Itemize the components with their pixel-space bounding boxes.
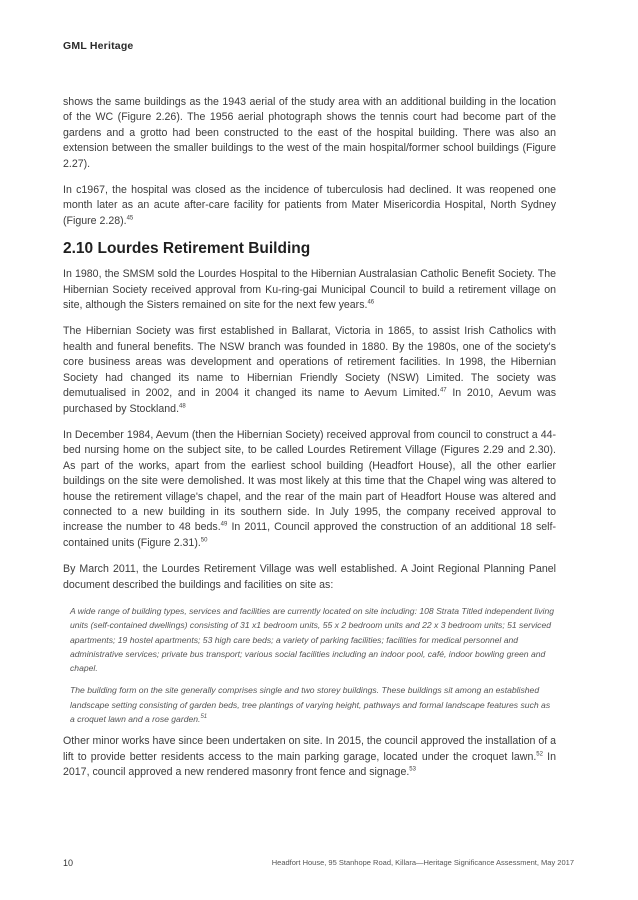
page-number: 10 (63, 858, 74, 868)
footnote-ref: 51 (200, 714, 208, 721)
paragraph-text: In 1980, the SMSM sold the Lourdes Hospital to the Hibernian Australasian Catholic Benefit Society. The Hibernian Society received approval from Ku-ring-gai Municipal Council to build a retirement village on site, although the Sisters remained on site for the next few years. (63, 268, 556, 312)
footnote-ref: 48 (179, 402, 186, 409)
running-header: GML Heritage (63, 40, 134, 52)
quote-text: The building form on the site generally comprises single and two storey buildings. These buildings sit among an established landscape setting consisting of garden beds, tree plantings of varying height, pathways and formal landscape features such as a croquet lawn and a rose garden. (70, 685, 551, 725)
footnote-ref: 52 (536, 751, 543, 758)
paragraph-text: In 2017, council approved a new rendered masonry front fence and signage. (63, 750, 556, 779)
paragraph-text: The Hibernian Society was first established in Ballarat, Victoria in 1865, to assist Irish Catholics with health and funeral benefits. The NSW branch was founded in 1880. By the 1980s, one of the society's core business areas was development and operations of retirement facilities. In 1998, the Hibernian Society had changed its name to Hibernian Friendly Society (NSW) Limited. The society was demutualised in 2002, and in 2004 it changed its name to Aevum Limited. (63, 325, 556, 400)
paragraph-text: In 2011, Council approved the construction of an additional 18 self-contained units (Figure 2.31). (63, 521, 556, 549)
paragraph-aerial-1956: shows the same buildings as the 1943 aerial of the study area with an additional building in the location of the WC (Figure 2.26). The 1956 aerial photograph shows the tennis court had become part of the gardens and a grotto had been constructed to the east of the hospital building. There was also an extension between the smaller buildings to the west of the main hospital/former school buildings (Figure 2.27). (63, 96, 556, 170)
paragraph-nursing-home (63, 428, 556, 551)
footnote-ref: 45 (126, 215, 134, 222)
footnote-ref: 50 (200, 537, 208, 544)
block-quote-facilities: A wide range of building types, services and facilities are currently located on site including: 108 Strata Titled independent living units (self-contained dwellings) consisting of 31 x1 bedroom units, 55 x 2 bedroom units and 22 x 3 bedroom units; 51 serviced apartments; 19 hostel apartments; 53 high care beds; a variety of parking facilities; facilities for medical personnel and administrative services; private bus transport; various social facilities including an indoor pool, café, indoor bowling green and chapel. (70, 605, 554, 674)
paragraph-text: In December 1984, Aevum (then the Hibernian Society) received approval from council to construct a 44-bed nursing home on the subject site, to be called Lourdes Retirement Village (Figures 2.29 and 2.30). As part of the works, apart from the earliest school building (Headfort House), all the other earlier buildings on the site were demolished. It was most likely at this time that the Chapel wing was altered to house the retirement village's chapel, and the rear of the main part of Headfort House was altered and connected to a new building in its southern side. In July 1995, the company received approval to increase the number to 48 beds. (63, 428, 556, 534)
footer-document-title: Headfort House, 95 Stanhope Road, Killara—Heritage Significance Assessment, May 2017 (271, 858, 574, 867)
paragraph-planning-panel: By March 2011, the Lourdes Retirement Village was well established. A Joint Regional Planning Panel document described the buildings and facilities on site as: (63, 563, 556, 591)
footnote-ref: 53 (409, 766, 416, 773)
page-body (63, 95, 556, 792)
paragraph-minor-works (63, 734, 556, 780)
footnote-ref: 46 (367, 299, 375, 306)
paragraph-text: In 2010, Aevum was purchased by Stockland. (63, 387, 556, 415)
footnote-ref: 47 (439, 387, 447, 394)
paragraph-hospital-closed (63, 183, 556, 229)
paragraph-hibernian-society (63, 324, 556, 416)
footnote-ref: 49 (220, 521, 228, 528)
block-quote-building-form (70, 683, 556, 726)
section-heading: 2.10 Lourdes Retirement Building (63, 240, 311, 258)
paragraph-text: In c1967, the hospital was closed as the incidence of tuberculosis had declined. It was reopened one month later as an acute after-care facility for patients from Mater Misericordia Hospital, North Sydney (Figure 2.28). (63, 184, 556, 227)
paragraph-text: Other minor works have since been undertaken on site. In 2015, the council approved the installation of a lift to provide better residents access to the main parking garage, located under the croquet lawn. (63, 735, 556, 763)
paragraph-sale (63, 267, 556, 313)
